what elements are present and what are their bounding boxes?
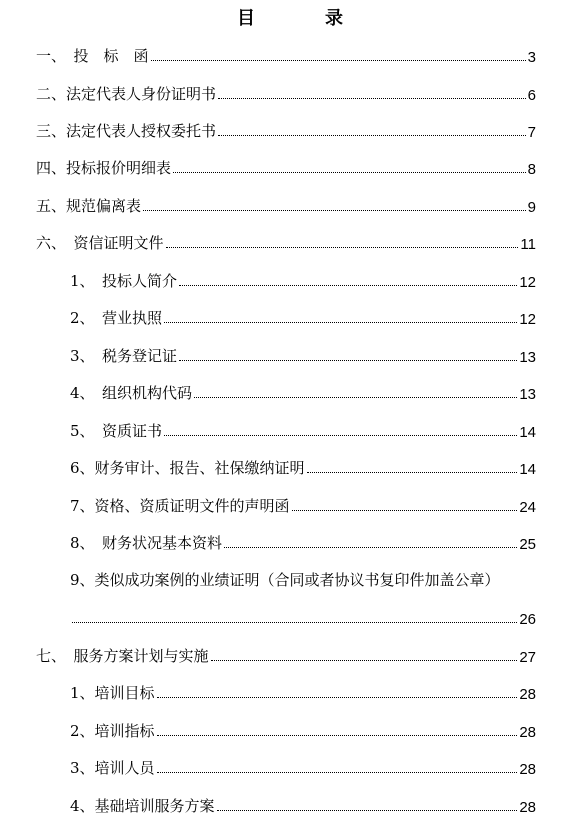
toc-entry[interactable] [36, 44, 536, 66]
toc-entry-label: 2、 营业执照 [70, 309, 163, 327]
toc-entry[interactable] [70, 568, 540, 590]
toc-entry-label: 二、法定代表人身份证明书 [36, 85, 217, 103]
toc-entry-page: 14 [519, 424, 536, 441]
toc-entry[interactable] [70, 344, 536, 366]
toc-entry[interactable] [70, 681, 536, 703]
toc-entry-page: 26 [519, 611, 536, 628]
toc-entry[interactable] [36, 119, 536, 141]
toc-entry[interactable] [70, 419, 536, 441]
toc-entry[interactable] [36, 156, 536, 178]
toc-entry[interactable] [70, 456, 536, 478]
toc-entry[interactable] [70, 531, 536, 553]
leader-dots [218, 97, 526, 99]
toc-entry-label: 3、培训人员 [70, 759, 155, 777]
leader-dots [292, 509, 518, 511]
toc-entry-label: 六、 资信证明文件 [36, 234, 164, 252]
toc-entry[interactable] [36, 194, 536, 216]
leader-dots [217, 809, 518, 811]
toc-entry[interactable] [70, 269, 536, 291]
toc-entry-label: 1、培训目标 [70, 684, 155, 702]
leader-dots [164, 321, 517, 323]
toc-entry-label: 7、资格、资质证明文件的声明函 [70, 497, 290, 515]
toc-entry[interactable] [36, 231, 536, 253]
leader-dots [194, 396, 517, 398]
toc-title: 目 录 [237, 8, 369, 29]
toc-entry-label: 9、类似成功案例的业绩证明（合同或者协议书复印件加盖公章） [70, 571, 500, 589]
leader-dots [143, 209, 526, 211]
toc-entry-page: 14 [519, 461, 536, 478]
toc-entry-label: 8、 财务状况基本资料 [70, 534, 223, 552]
toc-entry-page: 12 [519, 311, 536, 328]
toc-entry-page: 28 [519, 724, 536, 741]
leader-dots [224, 546, 517, 548]
toc-entry-page: 28 [519, 799, 536, 816]
toc-entry-page: 13 [519, 386, 536, 403]
toc-entry-page: 8 [527, 161, 536, 178]
leader-dots [173, 171, 526, 173]
toc-entry-page: 12 [519, 274, 536, 291]
toc-entry-page: 3 [527, 49, 536, 66]
toc-entry-label: 4、基础培训服务方案 [70, 797, 215, 815]
leader-dots [157, 696, 518, 698]
toc-entry-page: 24 [519, 499, 536, 516]
toc-entry-label: 6、财务审计、报告、社保缴纳证明 [70, 459, 305, 477]
toc-entry-label: 一、 投 标 函 [36, 47, 149, 65]
leader-dots [72, 621, 517, 623]
toc-entry-label: 三、法定代表人授权委托书 [36, 122, 217, 140]
toc-entry[interactable] [36, 82, 536, 104]
leader-dots [179, 284, 517, 286]
toc-entry-page: 6 [527, 87, 536, 104]
leader-dots [179, 359, 517, 361]
toc-entry-page: 9 [527, 199, 536, 216]
toc-entry[interactable] [36, 644, 536, 666]
toc-entry-page: 11 [520, 236, 536, 253]
leader-dots [211, 659, 518, 661]
toc-entry-page: 27 [519, 649, 536, 666]
leader-dots [218, 134, 526, 136]
toc-entry-page: 28 [519, 761, 536, 778]
toc-entry-label: 2、培训指标 [70, 722, 155, 740]
leader-dots [151, 59, 526, 61]
toc-entry-label: 五、规范偏离表 [36, 197, 142, 215]
leader-dots [164, 434, 517, 436]
toc-entry-page: 25 [519, 536, 536, 553]
toc-entry[interactable] [70, 719, 536, 741]
leader-dots [307, 471, 518, 473]
toc-entry[interactable] [70, 494, 536, 516]
toc-entry[interactable] [70, 381, 536, 403]
leader-dots [166, 246, 519, 248]
toc-entry-label: 七、 服务方案计划与实施 [36, 647, 209, 665]
leader-dots [157, 734, 518, 736]
toc-entry[interactable] [70, 794, 536, 816]
toc-entry-label: 4、 组织机构代码 [70, 384, 193, 402]
toc-entry-continuation[interactable] [70, 606, 536, 628]
toc-entry[interactable] [70, 756, 536, 778]
toc-entry-label: 四、投标报价明细表 [36, 159, 172, 177]
toc-entry-page: 7 [527, 124, 536, 141]
toc-entry-label: 1、 投标人简介 [70, 272, 178, 290]
toc-entry[interactable] [70, 306, 536, 328]
leader-dots [157, 771, 518, 773]
toc-entry-label: 5、 资质证书 [70, 422, 163, 440]
toc-entry-page: 28 [519, 686, 536, 703]
toc-entry-label: 3、 税务登记证 [70, 347, 178, 365]
toc-entry-page: 13 [519, 349, 536, 366]
